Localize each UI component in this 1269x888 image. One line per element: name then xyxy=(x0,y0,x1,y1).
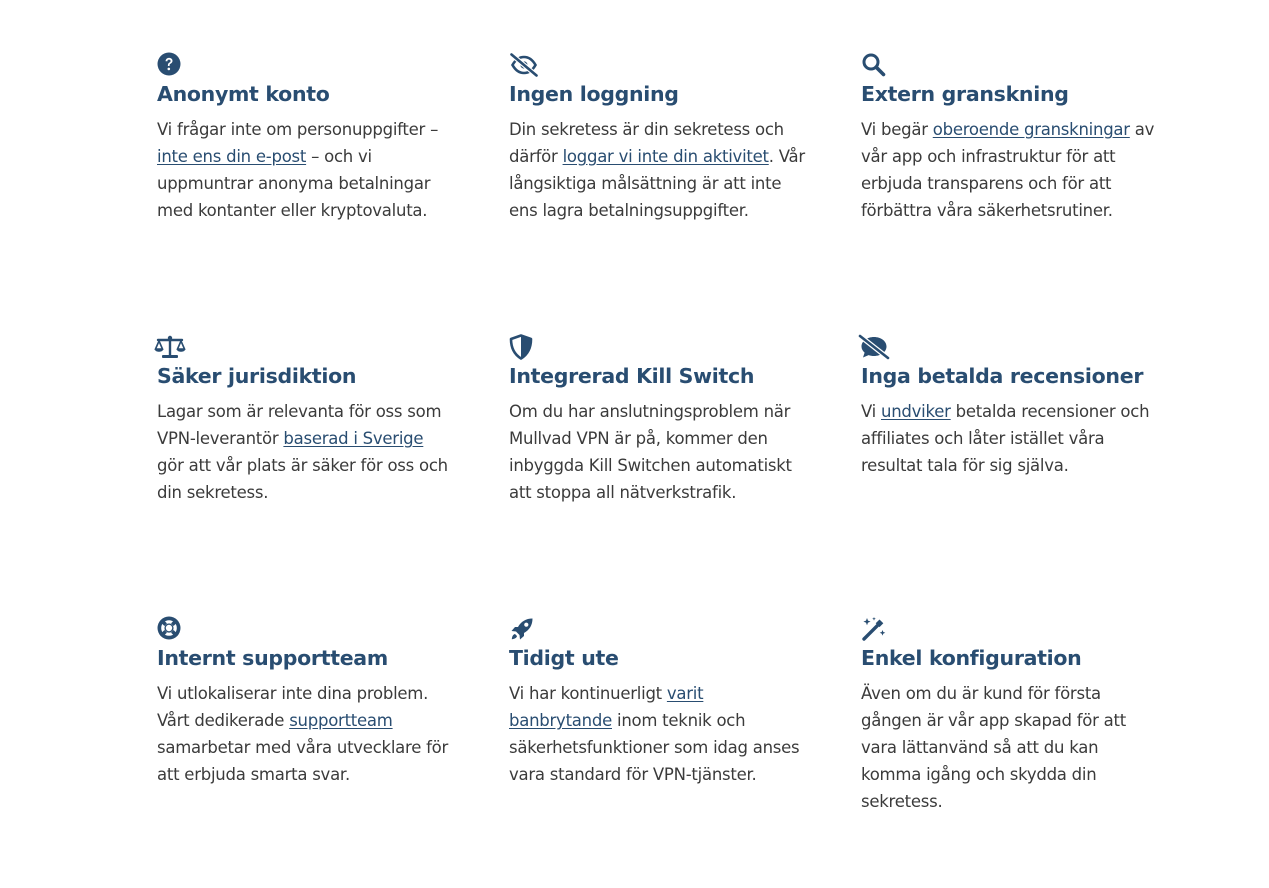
feature-description xyxy=(509,398,805,506)
description-text: Om du har anslutningsproblem när Mullvad VPN är på, kommer den inbyggda Kill Switchen automatiskt att stoppa all nätverkstrafik. xyxy=(509,402,792,502)
eye-slash-icon xyxy=(509,52,539,80)
feature-title: Extern granskning xyxy=(861,82,1069,106)
rocket-icon xyxy=(509,616,539,644)
feature-description xyxy=(861,398,1157,479)
feature-title: Ingen loggning xyxy=(509,82,679,106)
description-text: Din sekretess är din sekretess och därför xyxy=(509,120,784,166)
link-inte-ens-din-epost[interactable]: inte ens din e-post xyxy=(157,147,307,166)
feature-description xyxy=(509,116,805,224)
feature-title: Inga betalda recensioner xyxy=(861,364,1144,388)
link-baserad-i-sverige[interactable]: baserad i Sverige xyxy=(283,429,424,448)
description-text: samarbetar med våra utvecklare för att erbjuda smarta svar. xyxy=(157,738,449,784)
description-text: betalda recensioner och affiliates och låter istället våra resultat tala för sig själva. xyxy=(861,402,1150,475)
shield-halved-icon xyxy=(509,334,539,362)
comment-slash-icon xyxy=(858,334,888,362)
feature-title: Tidigt ute xyxy=(509,646,619,670)
feature-title: Integrerad Kill Switch xyxy=(509,364,755,388)
wand-magic-sparkles-icon xyxy=(861,616,891,644)
magnifying-glass-icon xyxy=(861,52,891,80)
link-oberoende-granskningar[interactable]: oberoende granskningar xyxy=(932,120,1130,139)
description-text: Lagar som är relevanta för oss som VPN-leverantör xyxy=(157,402,442,448)
feature-description xyxy=(157,398,453,506)
feature-description xyxy=(861,116,1157,224)
life-ring-icon xyxy=(157,616,187,644)
feature-description xyxy=(861,680,1157,815)
feature-title: Internt supportteam xyxy=(157,646,388,670)
feature-description xyxy=(509,680,805,788)
description-text: – och vi uppmuntrar anonyma betalningar med kontanter eller kryptovaluta. xyxy=(157,147,431,220)
description-text: Vi xyxy=(861,402,882,421)
question-circle-icon xyxy=(157,52,187,80)
link-loggar-vi-inte-din-aktivitet[interactable]: loggar vi inte din aktivitet xyxy=(562,147,769,166)
description-text: gör att vår plats är säker för oss och din sekretess. xyxy=(157,456,448,502)
description-text: Vi utlokaliserar inte dina problem. Vårt dedikerade xyxy=(157,684,429,730)
description-text: Även om du är kund för första gången är vår app skapad för att vara lättanvänd så att du kan komma igång och skydda din sekretess. xyxy=(861,684,1126,811)
feature-title: Enkel konfiguration xyxy=(861,646,1082,670)
description-text: inom teknik och säkerhetsfunktioner som idag anses vara standard för VPN-tjänster. xyxy=(509,711,800,784)
feature-description xyxy=(157,680,453,788)
description-text: Vi frågar inte om personuppgifter – xyxy=(157,120,439,139)
description-text: . Vår långsiktiga målsättning är att inte ens lagra betalningsuppgifter. xyxy=(509,147,805,220)
description-text: Vi begär xyxy=(861,120,933,139)
description-text: Vi har kontinuerligt xyxy=(509,684,667,703)
link-varit-banbrytande[interactable]: varit banbrytande xyxy=(509,684,704,730)
feature-title: Anonymt konto xyxy=(157,82,330,106)
description-text: av vår app och infrastruktur för att erbjuda transparens och för att förbättra våra säkerhetsrutiner. xyxy=(861,120,1155,220)
link-supportteam[interactable]: supportteam xyxy=(289,711,393,730)
scale-balanced-icon xyxy=(154,334,184,362)
feature-description xyxy=(157,116,453,224)
feature-title: Säker jurisdiktion xyxy=(157,364,357,388)
link-undviker[interactable]: undviker xyxy=(881,402,951,421)
